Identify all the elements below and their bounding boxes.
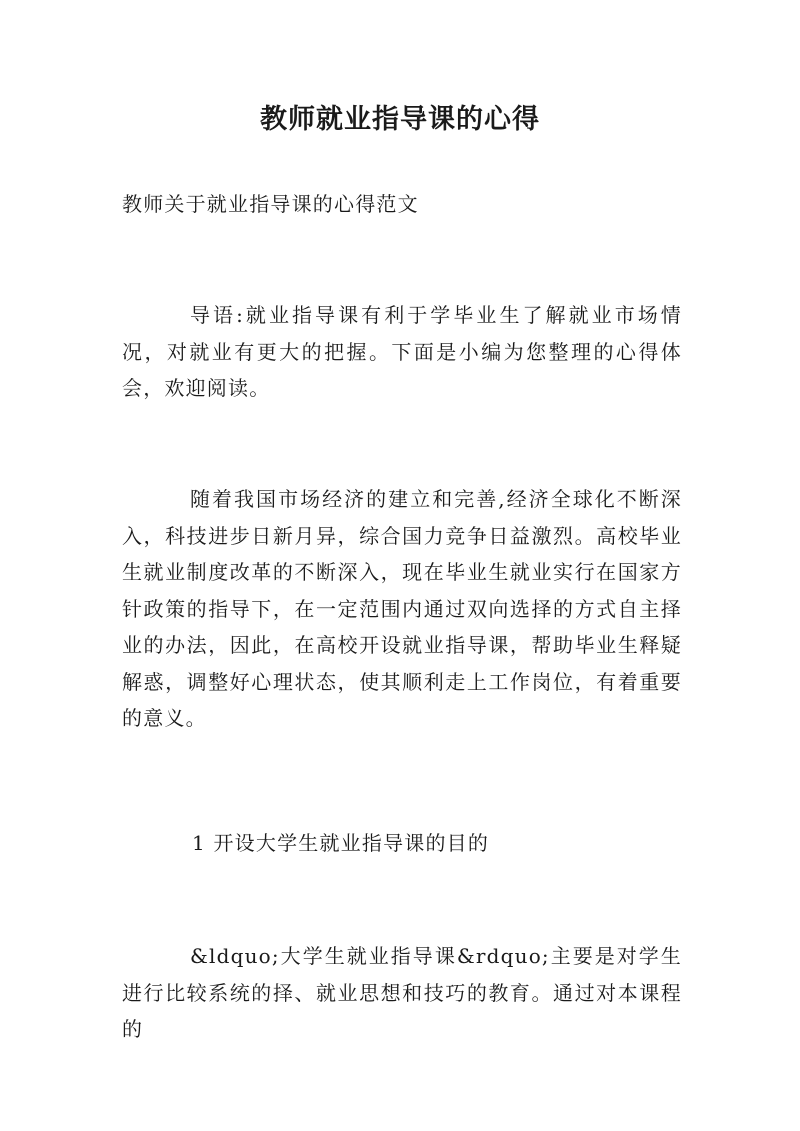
section-heading: 1 开设大学生就业指导课的目的 bbox=[192, 831, 490, 855]
body-paragraph-1: 随着我国市场经济的建立和完善,经济全球化不断深入，科技进步日新月异，综合国力竞争日益激烈。高校毕业生就业制度改革的不断深入，现在毕业生就业实行在国家方针政策的指导下，在一定范围内通过双向选择的方式自主择业的办法，因此，在高校开设就业指导课，帮助毕业生释疑解惑，调整好心理状态，使其顺利走上工作岗位，有着重要的意义。 bbox=[122, 487, 682, 730]
document-title: 教师就业指导课的心得 bbox=[260, 104, 540, 135]
body-paragraph-2: &ldquo;大学生就业指导课&rdquo;主要是对学生进行比较系统的择、就业思想和技巧的教育。通过对本课程的 bbox=[122, 944, 682, 1041]
intro-paragraph: 导语:就业指导课有利于学毕业生了解就业市场情况，对就业有更大的把握。下面是小编为您整理的心得体会，欢迎阅读。 bbox=[122, 303, 682, 400]
document-subtitle: 教师关于就业指导课的心得范文 bbox=[122, 192, 419, 216]
